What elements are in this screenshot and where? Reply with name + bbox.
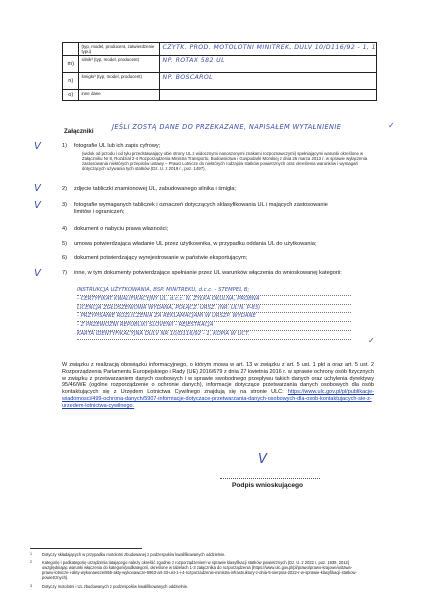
handwritten-signature-mark: V (258, 452, 267, 467)
footnote-divider (30, 548, 142, 549)
gdpr-information (62, 362, 374, 410)
handwritten-check-icon: V (34, 141, 41, 152)
row-value-field[interactable] (159, 56, 376, 73)
footnote-number: 1 (30, 552, 32, 556)
footnote-text: Dotyczy motolotni i UL zbudowanych z podzespołów kwalifikowanych oddzielnie. (42, 584, 189, 589)
handwritten-value: NP. BOSCAROL (162, 74, 213, 82)
footnote-text: Kategorię i podkategorię urządzenia latającego należy określić zgodnie z rozporządzeniem w sprawie klasyfikacji statków powietrznych (Dz. U. z 2022 r. poz. 1939, 2012) uwzględniając warunki włączenia do kategorii/podkategorii, określone w tabelach 1-3 załącznika do rozporządzenia (https://www.ulc.gov.pl/pl/prawo/prawo-krajowe/ustawa-prawo-lotnicze-i-akty-wykonawcze/855-akty-wykonawcze-5963-art-33-ust-1-i-4-rozporzadzenie-ministra-infrastruktury-z-dnia-5-sierpnia-2022-r-w-sprawie-klasyfikacji-statkow-powietrznych). (42, 560, 357, 580)
row-key (63, 43, 79, 56)
handwritten-check-icon: V (34, 268, 41, 279)
attachments-handwritten-note: JEŚLI ZOSTĄ DANE DO PRZEKAZANE, NAPISAŁEM WYTAŁNIENIE (112, 123, 342, 131)
handwritten-value: CZYTK. PROD. MOTOLOTNI MINITREK, DULV 10/D116/92 - 1, 1 (162, 44, 376, 51)
item-text: inne, w tym dokumenty potwierdzające spełnianie przez UL warunków włączenia do wnioskowanej kategorii: (74, 270, 342, 276)
item-number: 5) (62, 241, 67, 247)
item-number: 6) (62, 255, 67, 261)
handwritten-value: NP. ROTAX 582 UL (162, 57, 225, 65)
row-description: (typ, model, producent, zatwierdzenie typu) (79, 43, 159, 56)
aircraft-details-table (62, 42, 377, 101)
item-text: dokument o nabyciu prawa własności; (74, 226, 169, 232)
attachment-item-1-details: (widok od przodu i od tyłu przedstawiający obie strony UL z widocznymi nanoszonymi znakami rozpoznawczymi) spełniającymi warunki określone w Załączniku Nr 8, Rozdział 2-4 Rozporządzenia Ministra Transportu, Budownictwa i Gospodarki Morskiej z dnia 26 marca 2013 r. w sprawie wyłączenia zastosowania niektórych przepisów ustawy – Prawo Lotnicze do niektórych rodzajów statków powietrznych oraz określenia warunków i wymagań dotyczących używania tych statków (Dz. U. z 2019 r., poz. 1497), (82, 151, 368, 172)
footnote-number: 3 (30, 584, 32, 588)
handwritten-value (160, 90, 376, 91)
table-row (63, 43, 377, 56)
attachments-title: Załączniki (64, 128, 94, 135)
row-description: silnik³ (typ, model, producent) (79, 56, 159, 73)
item-number: 4) (62, 226, 67, 232)
ulc-privacy-link[interactable]: https://www.ulc.gov.pl/pl/publikacje-wiadomosci/499-ochrona-danych/5907-informacje-dotyczace-przetwarzania-danych-osobowych-dla-osob-kontaktujacych-sie-z-urzedem-lotnictwa-cywilnego. (62, 389, 374, 409)
handwritten-check-icon: V (34, 183, 41, 194)
signature-line[interactable] (220, 478, 320, 479)
gdpr-text: W związku z realizacją obowiązku informacyjnego, o którym mowa w art. 13 w związku z art. 5 ust. 1 pkt a oraz art. 5 ust. 2 Rozporządzenia Parlamentu Europejskiego i Rady (UE) 2016/679 z dnia 27 kwietnia 2016 r. w sprawie ochrony osób fizycznych w związku z przetwarzaniem danych osobowych i w sprawie swobodnego przepływu takich danych oraz uchylenia dyrektywy 95/46/WE (ogólne rozporządzenie o ochronie danych), informacje dotyczące przetwarzania danych osobowych dla osób kontaktujących się z Urzędem Lotnictwa Cywilnego znajdują się na stronie ULC: (62, 362, 374, 396)
item-text: zdjęcie tabliczki znamionowej UL, zabudowanego silnika i śmigła; (74, 186, 236, 192)
handwritten-line: LICENCJA ZGŁOSZENIOWA WYDANA, POŁĄCZ. URSZ. (NR. UL'N. P-83) (77, 305, 351, 314)
row-value-field[interactable] (159, 43, 376, 56)
handwritten-check-icon: ✓ (388, 121, 395, 130)
other-documents-field[interactable] (77, 287, 351, 340)
handwritten-line: - CERTYFIKAT KWALIFIKACYJNY UL, d.c.c. N, ŻYŁKA OKULNA, PRÓBNA (77, 296, 351, 305)
row-value-field[interactable] (159, 90, 376, 101)
item-number: 7) (62, 270, 67, 276)
footnote-number: 2 (30, 560, 32, 564)
item-text: fotografie wymaganych tabliczek i oznaczeń dotyczących sklasyfikowania UL i mających zastosowanie limitów i ograniczeń; (74, 202, 328, 215)
row-description: śmigło³ (typ, model, producent) (79, 73, 159, 90)
item-number: 3) (62, 202, 67, 208)
footnote-text: Dotyczy składających w przypadku motolotni zbudowanej z podzespołów kwalifikowanych oddzielnie. (42, 552, 226, 557)
row-key: m) (63, 56, 79, 73)
item-number: 1) (62, 143, 67, 149)
row-description: inne dane (79, 90, 159, 101)
handwritten-check-icon: ✓ (368, 336, 375, 345)
item-text: fotografie UL lub ich zapis cyfrowy; (74, 143, 161, 149)
handwritten-line: KARTA IDENTYFIKACYJNA DULV NR 10/D116/92 - 1, KOPIA W UCT. (77, 331, 351, 340)
item-text: dokument potwierdzający wyrejestrowanie w państwie eksportującym; (74, 255, 248, 261)
handwritten-check-icon: V (34, 200, 41, 211)
row-key: n) (63, 73, 79, 90)
row-key: o) (63, 90, 79, 101)
item-text: umowa potwierdzająca władanie UL przez użytkownika, w przypadku oddania UL do użytkowania; (74, 241, 317, 247)
table-row (63, 73, 377, 90)
table-row (63, 90, 377, 101)
item-number: 2) (62, 186, 67, 192)
table-row (63, 56, 377, 73)
handwritten-line: - PRZYPISANIE ROZLICZENIA ZA REKLAMACJAMI W URSZP. WYDANE (77, 313, 351, 322)
handwritten-line: - Z PRZEWOŹNI REPUBLIKI SLOVENII - REJESTRACJA (77, 322, 351, 331)
handwritten-line: INSTRUKCJA UŻYTKOWANIA, BSP. MINITREKU, d.c.c. - STEMPEL B; (77, 287, 351, 296)
row-value-field[interactable] (159, 73, 376, 90)
signature-label: Podpis wnioskującego (232, 482, 304, 489)
